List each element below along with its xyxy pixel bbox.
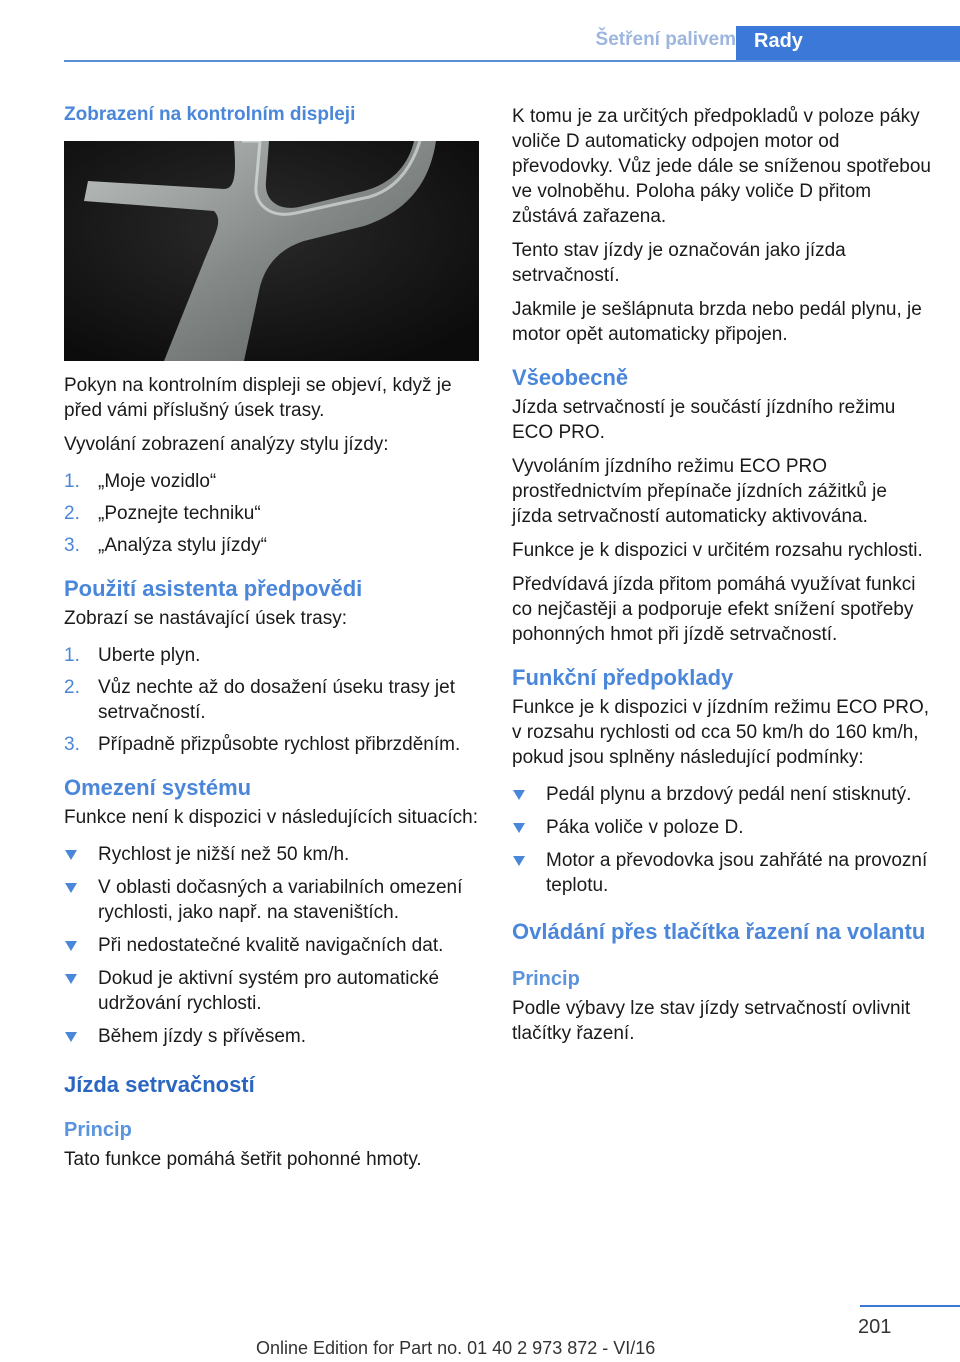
prerequisites-list <box>512 782 932 898</box>
bullet-triangle-icon <box>65 850 77 860</box>
footer-rule <box>860 1305 960 1307</box>
heading-prerequisites: Funkční předpoklady <box>512 665 734 690</box>
control-text: Podle výbavy lze stav jízdy setrvačností ovlivnit tlačítky řazení. <box>512 998 911 1044</box>
limits-intro-text: Funkce není k dispozici v následujících situacích: <box>64 807 478 828</box>
list-item: Dokud je aktivní systém pro automatické udržování rychlosti. <box>64 966 482 1016</box>
heading-usage: Použití asistenta předpovědi <box>64 576 363 601</box>
list-item: 3. Případně přizpůsobte rychlost přibrzděním. <box>64 734 461 755</box>
heading-principle-right: Princip <box>512 968 580 990</box>
list-item: Pedál plynu a brzdový pedál není stisknutý. <box>512 782 932 807</box>
general-text-3: Funkce je k dispozici v určitém rozsahu rychlosti. <box>512 540 923 561</box>
list-item: 1. „Moje vozidlo“ <box>64 471 217 492</box>
bullet-triangle-icon <box>65 1032 77 1042</box>
right-column <box>512 104 932 1055</box>
heading-steering-controls: Ovládání přes tlačítka řazení na volantu <box>512 919 926 944</box>
list-item: 2. „Poznejte techniku“ <box>64 503 261 524</box>
bullet-triangle-icon <box>65 941 77 951</box>
figure-caption: Zobrazení na kontrolním displeji <box>64 104 356 125</box>
bullet-triangle-icon <box>65 883 77 893</box>
header-section-title: Šetření palivem <box>595 29 736 50</box>
usage-intro-text: Zobrazí se nastávající úsek trasy: <box>64 608 348 629</box>
left-column <box>64 100 482 1181</box>
bullet-triangle-icon <box>513 790 525 800</box>
list-item: Motor a převodovka jsou zahřáté na provozní teplotu. <box>512 848 932 898</box>
list-item: Během jízdy s přívěsem. <box>64 1024 482 1049</box>
header-chapter-label: Rady <box>754 30 803 52</box>
general-text-1: Jízda setrvačností je součástí jízdního režimu ECO PRO. <box>512 397 896 443</box>
usage-steps-list <box>64 643 482 757</box>
heading-coasting: Jízda setrvačností <box>64 1072 255 1097</box>
list-item: Páka voliče v poloze D. <box>512 815 932 840</box>
heading-system-limits: Omezení systému <box>64 775 252 800</box>
limits-list <box>64 842 482 1049</box>
coasting-state-text: Tento stav jízdy je označován jako jízda setrvačností. <box>512 240 846 286</box>
general-text-4: Předvídavá jízda přitom pomáhá využívat funkci co nejčastěji a podporuje efekt snížení spotřeby pohonných hmot při jízdě setrvačností. <box>512 574 916 645</box>
display-note-text: Pokyn na kontrolním displeji se objeví, když je před vámi příslušný úsek trasy. <box>64 375 452 421</box>
list-item: Rychlost je nižší než 50 km/h. <box>64 842 482 867</box>
list-item: 3. „Analýza stylu jízdy“ <box>64 535 267 556</box>
bullet-triangle-icon <box>513 856 525 866</box>
principle-text: Tato funkce pomáhá šetřit pohonné hmoty. <box>64 1149 422 1170</box>
analysis-intro-text: Vyvolání zobrazení analýzy stylu jízdy: <box>64 434 389 455</box>
list-item: V oblasti dočasných a variabilních omezení rychlosti, jako např. na staveništích. <box>64 875 482 925</box>
heading-general: Všeobecně <box>512 365 629 390</box>
control-display-image <box>64 141 479 361</box>
coasting-desc-text: K tomu je za určitých předpokladů v poloze páky voliče D automaticky odpojen motor od převodovky. Vůz jede dále se sníženou spotřebou ve volnoběhu. Poloha páky voliče D přitom zůstává zařazena. <box>512 106 931 227</box>
reconnect-text: Jakmile je sešlápnuta brzda nebo pedál plynu, je motor opět automaticky připojen. <box>512 299 922 345</box>
edition-line: Online Edition for Part no. 01 40 2 973 872 - VI/16 <box>256 1338 656 1358</box>
prerequisites-text: Funkce je k dispozici v jízdním režimu ECO PRO, v rozsahu rychlosti od cca 50 km/h do 160 km/h, pokud jsou splněny následující podmínky: <box>512 697 930 768</box>
bullet-triangle-icon <box>65 974 77 984</box>
heading-principle: Princip <box>64 1119 132 1141</box>
header-chapter-tab[interactable] <box>736 26 960 62</box>
menu-path-list <box>64 469 482 558</box>
list-item: 2. Vůz nechte až do dosažení úseku trasy jet setrvačností. <box>64 677 455 723</box>
bullet-triangle-icon <box>513 823 525 833</box>
list-item: 1. Uberte plyn. <box>64 645 201 666</box>
general-text-2: Vyvoláním jízdního režimu ECO PRO prostřednictvím přepínače jízdních zážitků je jízda setrvačností automaticky aktivována. <box>512 456 887 527</box>
list-item: Při nedostatečné kvalitě navigačních dat. <box>64 933 482 958</box>
header-rule <box>64 60 960 62</box>
page-number: 201 <box>858 1316 892 1338</box>
